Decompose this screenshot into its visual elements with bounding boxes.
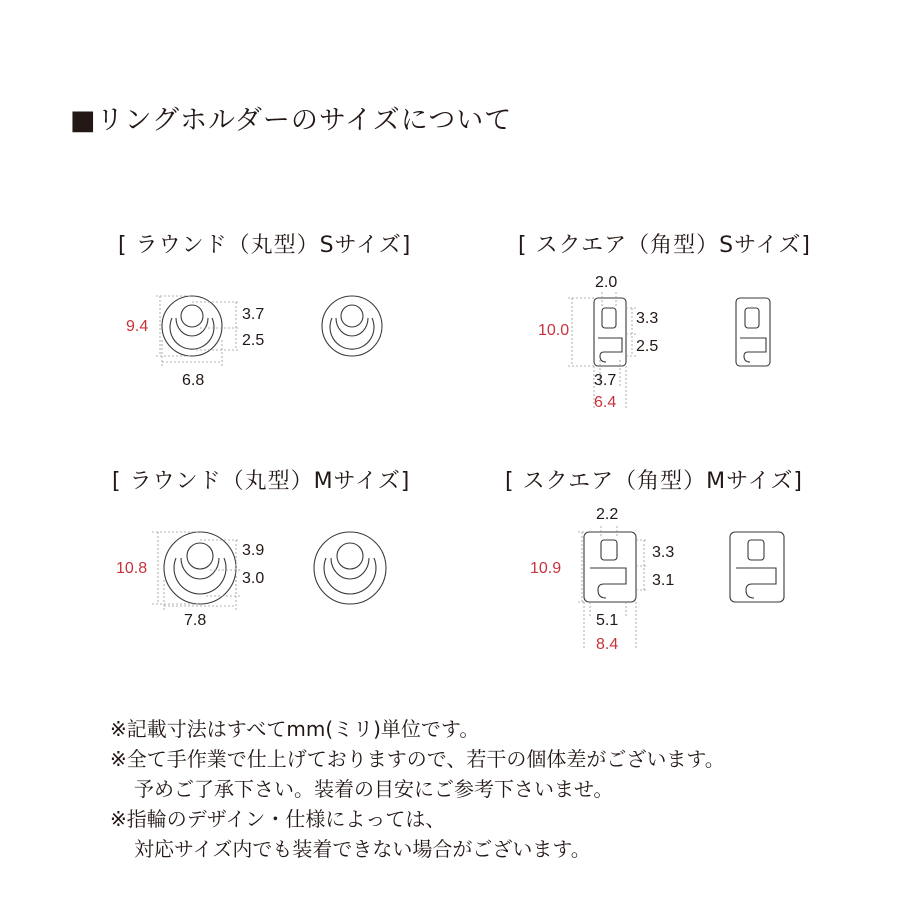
round-m-plain-figure xyxy=(314,532,386,604)
square-m-bottom-width-value: 5.1 xyxy=(596,612,619,629)
round-m-lower-value: 3.0 xyxy=(242,570,265,587)
round-s-width-value: 6.8 xyxy=(182,372,205,389)
square-m-width-value: 8.4 xyxy=(596,636,619,653)
note-units: ※記載寸法はすべてmm(ミリ)単位です。 xyxy=(110,717,480,741)
round-s-height-value: 9.4 xyxy=(126,318,149,335)
note-ring-design: ※指輪のデザイン・仕様によっては、 xyxy=(110,807,446,831)
square-s-plain-figure xyxy=(736,298,770,366)
round-s-dimensioned-figure xyxy=(156,296,240,366)
round-m-upper-value: 3.9 xyxy=(242,542,265,559)
round-s-upper-value: 3.7 xyxy=(242,306,265,323)
round-m-height-value: 10.8 xyxy=(116,560,148,577)
note-handmade: ※全て手作業で仕上げておりますので、若干の個体差がございます。 xyxy=(110,747,725,771)
square-s-bottom-width-value: 3.7 xyxy=(594,372,617,389)
note-ring-design-continued: 対応サイズ内でも装着できない場合がございます。 xyxy=(134,837,591,861)
round-m-dimensioned-figure xyxy=(152,532,240,610)
section-label-round-s: [ ラウンド（丸型）Sサイズ] xyxy=(118,233,412,258)
square-m-dimensioned-figure xyxy=(578,526,648,650)
section-label-round-m: [ ラウンド（丸型）Mサイズ] xyxy=(112,469,411,494)
note-handmade-continued: 予めご了承下さい。装着の目安にご参考下さいませ。 xyxy=(134,777,614,801)
square-s-width-value: 6.4 xyxy=(594,394,617,411)
round-m-width-value: 7.8 xyxy=(184,612,207,629)
section-label-square-m: [ スクエア（角型）Mサイズ] xyxy=(505,469,803,494)
square-m-lower-value: 3.1 xyxy=(652,572,675,589)
square-s-top-width-value: 2.0 xyxy=(595,274,618,291)
round-s-plain-figure xyxy=(322,296,382,356)
round-s-lower-value: 2.5 xyxy=(242,332,265,349)
square-m-height-value: 10.9 xyxy=(530,560,562,577)
square-m-plain-figure xyxy=(730,532,784,602)
section-label-square-s: [ スクエア（角型）Sサイズ] xyxy=(518,233,811,258)
square-m-top-width-value: 2.2 xyxy=(596,506,619,523)
square-s-upper-value: 3.3 xyxy=(636,310,659,327)
square-s-lower-value: 2.5 xyxy=(636,338,659,355)
square-s-height-value: 10.0 xyxy=(538,322,570,339)
square-m-upper-value: 3.3 xyxy=(652,544,675,561)
square-s-dimensioned-figure xyxy=(568,292,636,410)
page-title: ■リングホルダーのサイズについて xyxy=(70,105,513,136)
